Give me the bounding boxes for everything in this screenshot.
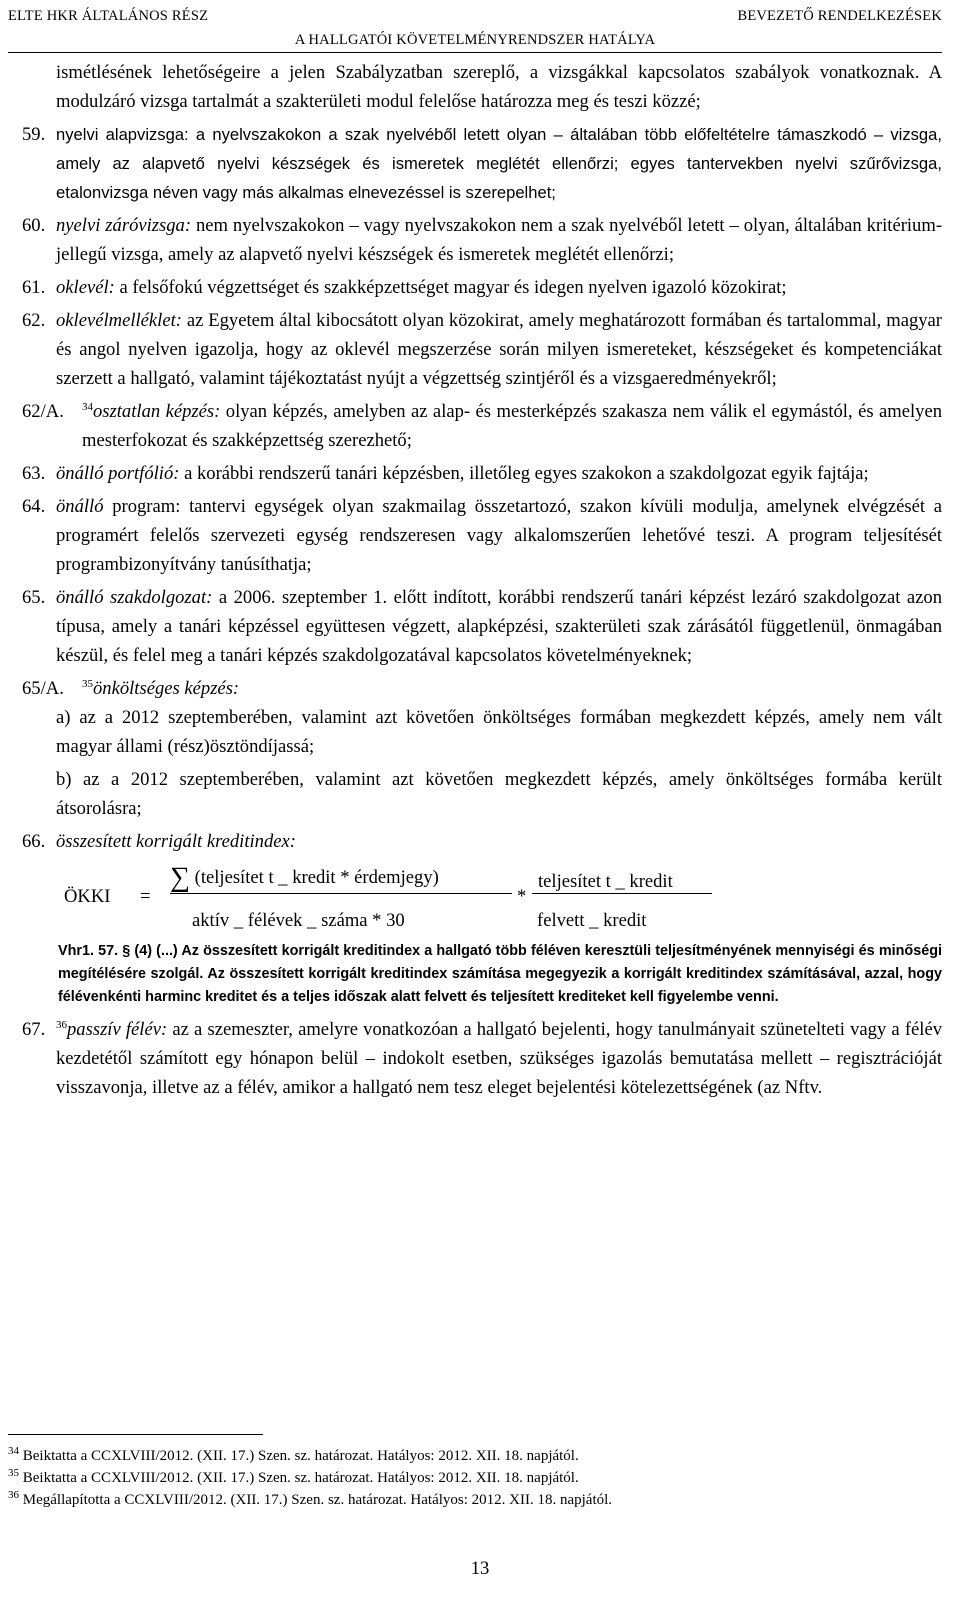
item-number: 65/A. [22, 678, 64, 699]
page-number: 13 [470, 1558, 490, 1579]
definition-62 [22, 306, 942, 393]
definition-term: önálló szakdolgozat: [56, 587, 213, 608]
okki-formula [22, 862, 942, 934]
definition-65a [22, 674, 942, 703]
definition-text: az a szemeszter, amelyre vonatkozóan a hallgató bejelenti, hogy tanulmányait szünetelteti vagy a félév kezdetétől számított egy hónapon belül – indokolt esetben, szükséges igazolás bemutatása mellett – regisztrációját visszavonja, illetve az a félév, amikor a hallgató nem tesz eleget bejelentési kötelezettségének (az Nftv. [56, 1019, 942, 1098]
definition-text: program: tantervi egységek olyan szakmailag összetartozó, szakon kívüli modulja, amelynek elvégzését a programért felelős szervezeti egység rendszeresen vagy alkalomszerűen lehetővé teszi. A program teljesítését programbizonyítvány tanúsíthatja; [56, 496, 942, 575]
footnote-ref[interactable]: 35 [82, 677, 93, 690]
item-number: 62. [22, 310, 46, 331]
definition-65a-b: b) az a 2012 szeptemberében, valamint azt követően megkezdett képzés, amely önköltséges formába került átsorolásra; [56, 769, 942, 819]
definition-63 [22, 459, 942, 488]
definition-text: a felsőfokú végzettséget és szakképzettséget magyar és idegen nyelven igazoló közokirat; [114, 277, 787, 298]
definition-text: a 2006. szeptember 1. előtt indított, korábbi rendszerű tanári képzést lezáró szakdolgozat azon típusa, amely a tanári képzéssel együttesen végzett, alapképzési, szakterületi szak zárásától függetlenül, önmagában készül, és felel meg a tanári képzés szakdolgozatával kapcsolatos követelményeknek; [56, 587, 942, 666]
definition-term: önálló portfólió: [56, 463, 180, 484]
page-header [8, 8, 942, 52]
definition-text: olyan képzés, amelyben az alap- és mesterképzés szakasza nem válik el egymástól, és amelyen mesterfokozat és szakképzettség szerezhető; [82, 401, 942, 451]
definition-term: nyelvi záróvizsga: [56, 215, 192, 236]
definition-term: osztatlan képzés: [93, 401, 221, 422]
definition-term: önköltséges képzés: [93, 678, 240, 699]
regulation-note: Vhr1. 57. § (4) (...) Az összesített korrigált kreditindex a hallgató több féléven keresztüli teljesítményének mennyiségi és minőségi megítélésére szolgál. Az összesített korrigált kreditindex számítása megegyezik a korrigált kreditindex számításával, azzal, hogy félévenkénti harminc kreditet és a teljes időszak alatt felvett és teljesített krediteket kell figyelembe venni. [58, 943, 942, 1005]
item-number: 65. [22, 587, 46, 608]
definition-67 [22, 1015, 942, 1102]
footnotes [8, 1445, 612, 1511]
definition-text: nyelvi alapvizsga: a nyelvszakokon a szak nyelvéből letett olyan – általában több előfeltételre támaszkodó – vizsga, amely az alapvető nyelvi készségek és ismeretek meglétét ellenőrzi; egyes tantervekben nyelvi szűrővizsga, etalonvizsga néven vagy más alkalmas elnevezéssel is szerepelhet; [56, 125, 942, 202]
definition-59 [22, 120, 942, 207]
definition-60 [22, 211, 942, 269]
header-right: BEVEZETŐ RENDELKEZÉSEK [737, 8, 942, 24]
definition-text: a korábbi rendszerű tanári képzésben, illetőleg egyes szakokon a szakdolgozat egyik fajtája; [179, 463, 869, 484]
definition-term: oklevél: [56, 277, 115, 298]
item-number: 66. [22, 831, 46, 852]
footnote-36: $^{36}$ Megállapította a CCXLVIII/2012. (XII. 17.) Szen. sz. határozat. Hatályos: 2012. XII. 18. napjától. [8, 1489, 613, 1508]
formula-denominator-2: felvett _ kredit [537, 910, 647, 931]
definition-64 [22, 492, 942, 579]
intro-paragraph: ismétlésének lehetőségeire a jelen Szabályzatban szereplő, a vizsgákkal kapcsolatos szabályok vonatkoznak. A modulzáró vizsga tartalmát a szakterületi modul felelőse határozza meg és teszi közzé; [56, 62, 942, 112]
footnote-ref[interactable]: 34 [82, 400, 93, 413]
fraction-bar-1 [170, 893, 512, 894]
formula-numerator-2: teljesítet t _ kredit [538, 871, 673, 892]
item-number: 60. [22, 215, 46, 236]
formula-numerator-1: ∑ (teljesítet t _ kredit * érdemjegy) [170, 862, 439, 893]
definition-62a [22, 397, 942, 455]
item-number: 59. [22, 124, 46, 145]
definition-65 [22, 583, 942, 670]
definition-65a-a: a) az a 2012 szeptemberében, valamint azt követően önköltséges formában megkezdett képzés, amely nem vált magyar állami (rész)ösztöndíjassá; [56, 707, 942, 757]
footnote-ref[interactable]: 36 [56, 1018, 67, 1031]
definition-text: nem nyelvszakokon – vagy nyelvszakokon nem a szak nyelvéből letett – olyan, általában kritérium-jellegű vizsga, amely az alapvető nyelvi készségek és ismeretek meglétét ellenőrzi; [56, 215, 943, 265]
item-number: 67. [22, 1019, 46, 1040]
sigma-symbol: ∑ [170, 862, 190, 893]
item-number: 63. [22, 463, 46, 484]
fraction-bar-2 [532, 893, 712, 894]
definition-term: összesített korrigált kreditindex: [56, 831, 296, 852]
definition-term: oklevélmelléklet: [56, 310, 182, 331]
definition-term: passzív félév: [67, 1019, 168, 1040]
header-divider [8, 52, 942, 53]
document-body [22, 58, 942, 1106]
item-number: 62/A. [22, 401, 64, 422]
header-subtitle: A HALLGATÓI KÖVETELMÉNYRENDSZER HATÁLYA [294, 32, 656, 48]
item-number: 61. [22, 277, 46, 298]
definition-66 [22, 827, 942, 856]
definition-61 [22, 273, 942, 302]
item-number: 64. [22, 496, 46, 517]
formula-equals: = [140, 886, 151, 907]
formula-denominator-1: aktív _ félévek _ száma * 30 [192, 910, 405, 931]
formula-label: ÖKKI [64, 886, 111, 907]
definition-text: az Egyetem által kibocsátott olyan közokirat, amely meghatározott formában és tartalommal, magyar és angol nyelven igazolja, hogy az oklevél megszerzése során milyen ismereteket, készségeket és kompetenciákat szerzett a hallgató, valamint tájékoztatást nyújt a végzettség szintjéről és a vizsgaeredményekről; [56, 310, 942, 389]
footnote-34: $^{34}$ Beiktatta a CCXLVIII/2012. (XII. 17.) Szen. sz. határozat. Hatályos: 2012. XII. 18. napjától. [8, 1445, 579, 1464]
footnote-divider [8, 1434, 263, 1435]
header-left: ELTE HKR ÁLTALÁNOS RÉSZ [8, 8, 209, 24]
definition-term: önálló [56, 496, 104, 517]
footnote-35: $^{35}$ Beiktatta a CCXLVIII/2012. (XII. 17.) Szen. sz. határozat. Hatályos: 2012. XII. 18. napjától. [8, 1467, 579, 1486]
formula-multiply: * [517, 886, 527, 907]
